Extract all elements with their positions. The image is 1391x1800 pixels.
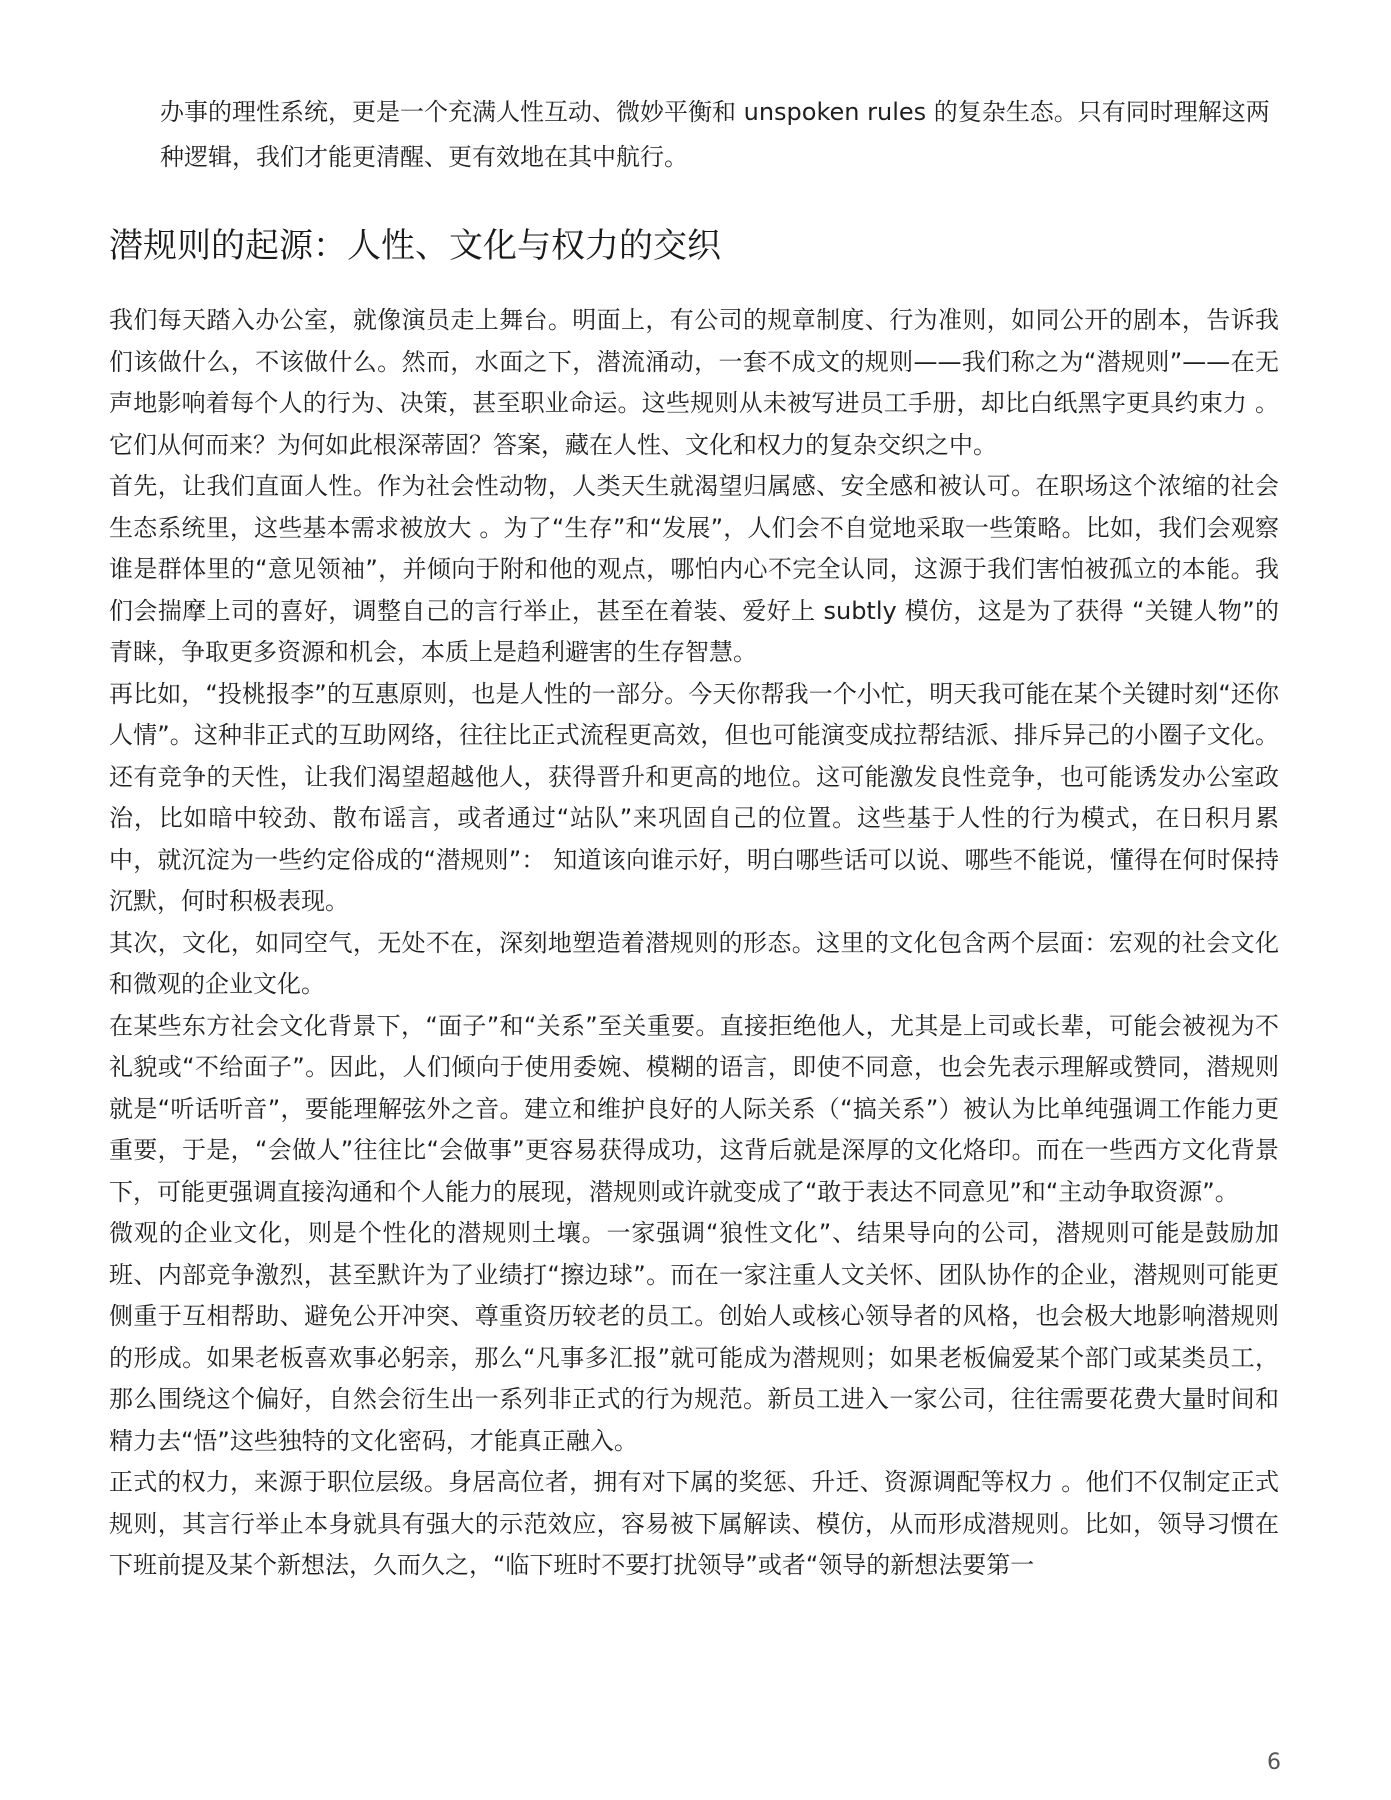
section-body [109, 300, 1279, 1587]
body-paragraph: 其次，文化，如同空气，无处不在，深刻地塑造着潜规则的形态。这里的文化包含两个层面：宏观的社会文化和微观的企业文化。 [109, 928, 1279, 998]
body-paragraph: 微观的企业文化，则是个性化的潜规则土壤。一家强调“狼性文化”、结果导向的公司，潜规则可能是鼓励加班、内部竞争激烈，甚至默许为了业绩打“擦边球”。而在一家注重人文关怀、团队协作的企业，潜规则可能更侧重于互相帮助、避免公开冲突、尊重资历较老的员工。创始人或核心领导者的风格，也会极大地影响潜规则的形成。如果老板喜欢事必躬亲，那么“凡事多汇报”就可能成为潜规则；如果老板偏爱某个部门或某类员工，那么围绕这个偏好，自然会衍生出一系列非正式的行为规范。新员工进入一家公司，往往需要花费大量时间和精力去“悟”这些独特的文化密码，才能真正融入。 [109, 1219, 1279, 1455]
body-paragraph: 在某些东方社会文化背景下，“面子”和“关系”至关重要。直接拒绝他人，尤其是上司或长辈，可能会被视为不礼貌或“不给面子”。因此，人们倾向于使用委婉、模糊的语言，即使不同意，也会先表示理解或赞同，潜规则就是“听话听音”，要能理解弦外之音。建立和维护良好的人际关系（“搞关系”）被认为比单纯强调工作能力更重要，于是，“会做人”往往比“会做事”更容易获得成功，这背后就是深厚的文化烙印。而在一些西方文化背景下，可能更强调直接沟通和个人能力的展现，潜规则或许就变成了“敢于表达不同意见”和“主动争取资源”。 [109, 1011, 1279, 1206]
body-paragraph: 我们每天踏入办公室，就像演员走上舞台。明面上，有公司的规章制度、行为准则，如同公开的剧本，告诉我们该做什么，不该做什么。然而，水面之下，潜流涌动，一套不成文的规则——我们称之为“潜规则”——在无声地影响着每个人的行为、决策，甚至职业命运。这些规则从未被写进员工手册，却比白纸黑字更具约束力 。它们从何而来？为何如此根深蒂固？答案，藏在人性、文化和权力的复杂交织之中。 [109, 306, 1279, 459]
page-number: 6 [1267, 1750, 1281, 1775]
body-paragraph: 再比如，“投桃报李”的互惠原则，也是人性的一部分。今天你帮我一个小忙，明天我可能在某个关键时刻“还你人情”。这种非正式的互助网络，往往比正式流程更高效，但也可能演变成拉帮结派、排斥异己的小圈子文化。还有竞争的天性，让我们渴望超越他人，获得晋升和更高的地位。这可能激发良性竞争，也可能诱发办公室政治，比如暗中较劲、散布谣言，或者通过“站队”来巩固自己的位置。这些基于人性的行为模式，在日积月累中，就沉淀为一些约定俗成的“潜规则”： 知道该向谁示好，明白哪些话可以说、哪些不能说，懂得在何时保持沉默，何时积极表现。 [109, 679, 1279, 915]
body-paragraph: 首先，让我们直面人性。作为社会性动物，人类天生就渴望归属感、安全感和被认可。在职场这个浓缩的社会生态系统里，这些基本需求被放大 。为了“生存”和“发展”，人们会不自觉地采取一些策略。比如，我们会观察谁是群体里的“意见领袖”，并倾向于附和他的观点，哪怕内心不完全认同，这源于我们害怕被孤立的本能。我们会揣摩上司的喜好，调整自己的言行举止，甚至在着装、爱好上 subtly 模仿，这是为了获得 “关键人物”的青睐，争取更多资源和机会，本质上是趋利避害的生存智慧。 [109, 472, 1279, 666]
section-heading: 潜规则的起源：人性、文化与权力的交织 [109, 226, 721, 266]
intro-paragraph: 办事的理性系统，更是一个充满人性互动、微妙平衡和 unspoken rules 的复杂生态。只有同时理解这两种逻辑，我们才能更清醒、更有效地在其中航行。 [160, 98, 1270, 171]
body-paragraph: 正式的权力，来源于职位层级。身居高位者，拥有对下属的奖惩、升迁、资源调配等权力 。他们不仅制定正式规则，其言行举止本身就具有强大的示范效应，容易被下属解读、模仿，从而形成潜规则。比如，领导习惯在下班前提及某个新想法，久而久之，“临下班时不要打扰领导”或者“领导的新想法要第一 [109, 1468, 1279, 1579]
